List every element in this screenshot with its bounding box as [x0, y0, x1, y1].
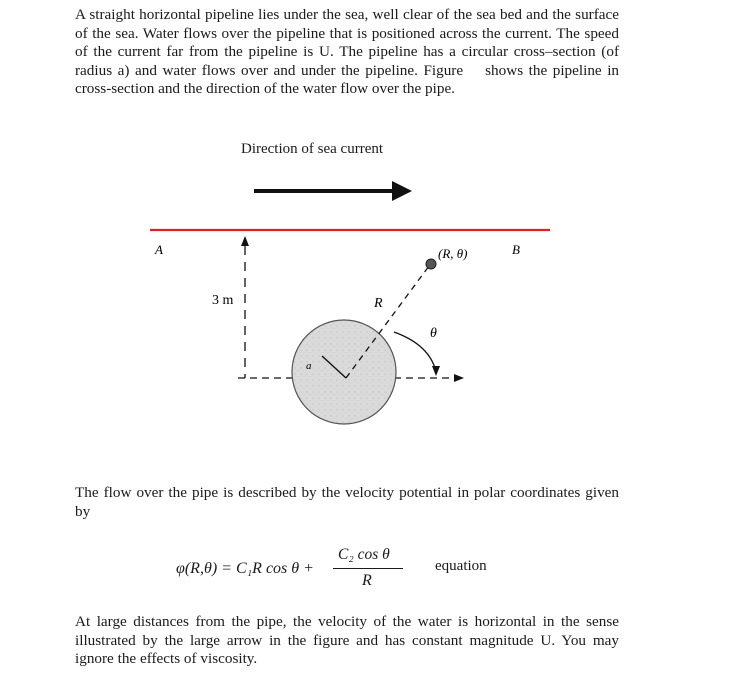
equation-denominator: R — [362, 572, 372, 589]
flow-direction-label: Direction of sea current — [241, 141, 384, 157]
pipe-radius-label: a — [306, 360, 312, 372]
current-direction-arrow — [254, 181, 412, 201]
equation-numerator: C₂ cos θ — [338, 546, 390, 563]
angle-arc-arrowhead — [432, 366, 440, 376]
radius-vector-label: R — [374, 296, 383, 311]
equation-fraction-bar — [333, 568, 403, 569]
height-dimension-line — [241, 236, 249, 378]
point-coords-label: (R, θ) — [438, 246, 468, 261]
flow-description-paragraph: The flow over the pipe is described by the velocity potential in polar coordinates given by — [75, 484, 619, 520]
large-distance-paragraph: At large distances from the pipe, the velocity of the water is horizontal in the sense illustrated by the large arrow in the figure and has constant magnitude U. You may ignore the effects of viscosity. — [75, 613, 619, 668]
point-b-label: B — [512, 242, 520, 257]
equation-tag: equation — [435, 558, 487, 574]
height-label: 3 m — [212, 293, 234, 308]
point-a-label: A — [155, 242, 163, 257]
point-r-theta — [426, 259, 436, 269]
equation-lhs: φ(R,θ) = C₁R cos θ + — [176, 560, 314, 577]
angle-label: θ — [430, 326, 437, 341]
intro-paragraph: A straight horizontal pipeline lies under the sea, well clear of the sea bed and the surface of the sea. Water flows over the pipeline that is positioned across the current. The speed of the current far from the pipeline is U. The pipeline has a circular cross–section (of radius a) and water flows over and under the pipeline. Figure shows the pipeline in cross-section and the direction of the water flow over the pipe. — [75, 6, 620, 98]
pipe-cross-section — [292, 320, 396, 424]
